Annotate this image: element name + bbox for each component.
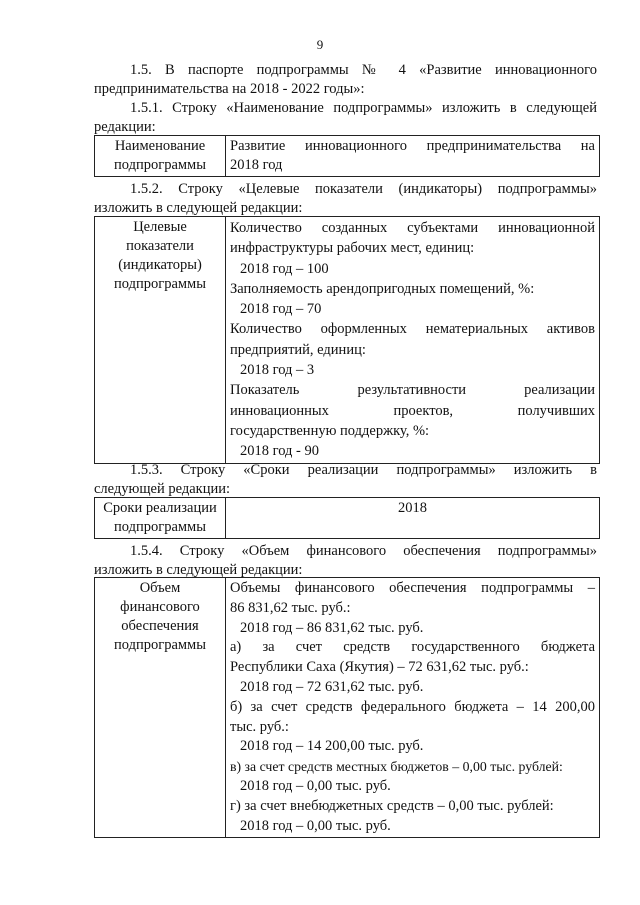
cell-text: подпрограммы	[114, 276, 206, 292]
table-implementation-period	[94, 497, 600, 539]
table-financing-volume	[94, 577, 600, 838]
cell-text: Показатель результативности реализации	[230, 382, 595, 399]
table-row	[95, 498, 600, 539]
cell-text: Наименование	[114, 138, 206, 154]
paragraph-line: изложить в следующей редакции:	[94, 562, 303, 578]
cell-text: Количество оформленных нематериальных активов	[230, 321, 595, 338]
paragraph-line: 1.5.4. Строку «Объем финансового обеспечения подпрограммы»	[130, 543, 597, 559]
cell-text: тыс. руб.:	[230, 718, 289, 735]
table-row	[95, 217, 600, 464]
cell-text: 2018 год – 72 631,62 тыс. руб.	[240, 678, 424, 695]
paragraph-line: редакции:	[94, 119, 156, 135]
cell-text: 2018 год – 14 200,00 тыс. руб.	[240, 738, 424, 755]
cell-text: (индикаторы)	[118, 257, 202, 273]
table-label-cell	[95, 578, 226, 838]
table-label-cell	[95, 217, 226, 464]
table-value-cell	[226, 136, 600, 177]
table-target-indicators	[94, 216, 600, 464]
cell-text: инновационных проектов, получивших	[230, 402, 595, 419]
cell-text: 86 831,62 тыс. руб.:	[230, 599, 351, 616]
table-label-cell	[95, 498, 226, 539]
paragraph-line: 1.5. В паспорте подпрограммы № 4 «Развитие инновационного	[130, 62, 597, 78]
paragraph-1-5-1	[94, 99, 597, 137]
cell-text: в) за счет средств местных бюджетов – 0,00 тыс. рублей:	[230, 759, 563, 775]
cell-text: 2018 год – 0,00 тыс. руб.	[240, 777, 391, 794]
cell-text: предприятий, единиц:	[230, 341, 366, 358]
paragraph-line: предпринимательства на 2018 - 2022 годы»:	[94, 81, 365, 97]
cell-text: 2018 год - 90	[240, 443, 319, 460]
paragraph-line: 1.5.1. Строку «Наименование подпрограммы» изложить в следующей	[130, 100, 597, 116]
paragraph-line: изложить в следующей редакции:	[94, 200, 303, 216]
paragraph-line: 1.5.3. Строку «Сроки реализации подпрограммы» изложить в	[130, 462, 597, 478]
cell-text: 2018 год – 86 831,62 тыс. руб.	[240, 619, 424, 636]
cell-text: 2018 год	[230, 157, 283, 173]
cell-text: Заполняемость арендопригодных помещений, %:	[230, 280, 535, 297]
cell-text: подпрограммы	[114, 637, 206, 653]
cell-text: г) за счет внебюджетных средств – 0,00 тыс. рублей:	[230, 797, 554, 814]
cell-text: государственную поддержку, %:	[230, 422, 430, 439]
cell-text: Количество созданных субъектами инновационной	[230, 220, 595, 236]
cell-text: 2018 год – 100	[240, 260, 329, 277]
cell-text: инфраструктуры рабочих мест, единиц:	[230, 240, 475, 257]
cell-text: Сроки реализации	[103, 500, 217, 516]
table-label-cell	[95, 136, 226, 177]
paragraph-1-5	[94, 61, 597, 99]
cell-text: обеспечения	[121, 618, 199, 634]
cell-text: 2018	[398, 500, 427, 516]
cell-text: б) за счет средств федерального бюджета – 14 200,00	[230, 698, 595, 715]
cell-text: Объем	[139, 580, 181, 596]
paragraph-line: 1.5.2. Строку «Целевые показатели (индикаторы) подпрограммы»	[130, 181, 597, 197]
cell-text: финансового	[120, 599, 200, 615]
cell-text: 2018 год – 70	[240, 301, 322, 318]
paragraph-1-5-4	[94, 542, 597, 580]
cell-text: подпрограммы	[114, 157, 206, 173]
page-number: 9	[316, 37, 324, 52]
cell-text: 2018 год – 0,00 тыс. руб.	[240, 817, 391, 834]
paragraph-1-5-2	[94, 180, 597, 218]
paragraph-line: следующей редакции:	[94, 481, 231, 497]
cell-text: Развитие инновационного предпринимательства на	[230, 138, 595, 154]
cell-text: Республики Саха (Якутия) – 72 631,62 тыс. руб.:	[230, 659, 529, 676]
cell-text: а) за счет средств государственного бюджета	[230, 639, 595, 656]
table-subprogram-name	[94, 135, 600, 177]
table-value-cell	[226, 578, 600, 838]
table-row	[95, 578, 600, 838]
table-value-cell	[226, 498, 600, 539]
cell-text: 2018 год – 3	[240, 362, 315, 379]
cell-text: показатели	[126, 238, 194, 254]
cell-text: подпрограммы	[114, 519, 206, 535]
table-value-cell	[226, 217, 600, 464]
cell-text: Объемы финансового обеспечения подпрограммы –	[230, 580, 595, 596]
cell-text: Целевые	[133, 219, 187, 235]
table-row	[95, 136, 600, 177]
paragraph-1-5-3	[94, 461, 597, 499]
